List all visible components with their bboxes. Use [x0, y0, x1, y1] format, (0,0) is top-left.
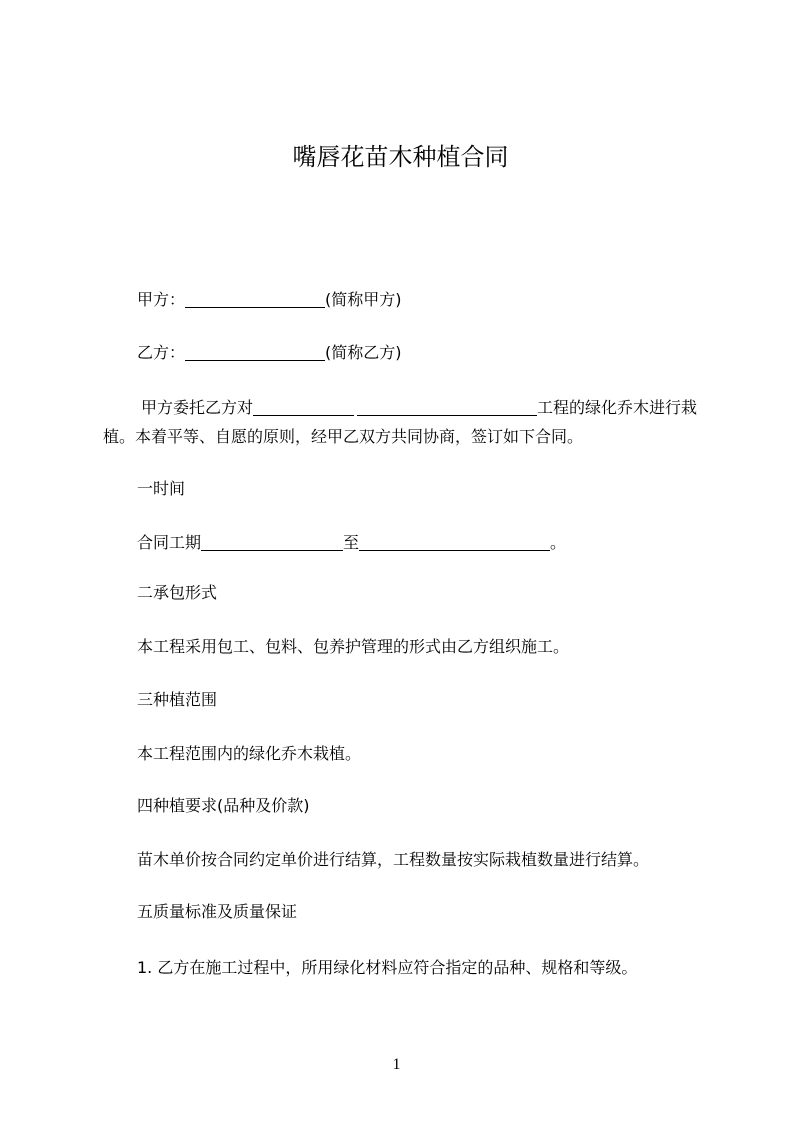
- term-to: 至: [343, 533, 360, 552]
- section-2-heading: 二承包形式: [137, 583, 218, 602]
- party-b-label: 乙方：: [137, 343, 186, 362]
- section-4-heading: 四种植要求(品种及价款): [137, 796, 310, 815]
- party-b-line: [137, 343, 402, 363]
- intro-prefix: 甲方委托乙方对: [141, 398, 254, 417]
- section-5-item: 1. 乙方在施工过程中，所用绿化材料应符合指定的品种、规格和等级。: [137, 958, 638, 977]
- section-2-body: 本工程采用包工、包料、包养护管理的形式由乙方组织施工。: [137, 637, 570, 656]
- intro-paragraph-line-1: [141, 398, 697, 418]
- party-b-name-blank: [185, 344, 325, 361]
- intro-paragraph-line-2: 植。本着平等、自愿的原则，经甲乙双方共同协商，签订如下合同。: [103, 427, 584, 446]
- party-a-label: 甲方：: [137, 290, 186, 309]
- section-1-heading: 一时间: [137, 479, 186, 498]
- section-3-body: 本工程范围内的绿化乔木栽植。: [137, 744, 362, 763]
- section-3-heading: 三种植范围: [137, 690, 218, 709]
- party-a-line: [137, 290, 402, 310]
- term-end-blank: [359, 534, 550, 551]
- section-4-body: 苗木单价按合同约定单价进行结算，工程数量按实际栽植数量进行结算。: [137, 850, 650, 869]
- project-name-blank: [253, 399, 354, 416]
- term-label: 合同工期: [137, 533, 202, 552]
- intro-line-1-suffix: 工程的绿化乔木进行栽: [537, 398, 698, 417]
- party-b-suffix: (简称乙方): [325, 343, 402, 362]
- page-number: 1: [392, 1056, 401, 1073]
- term-start-blank: [201, 534, 343, 551]
- party-a-suffix: (简称甲方): [325, 290, 402, 309]
- contract-term-line: [137, 533, 566, 553]
- project-name-blank-2: [357, 399, 537, 416]
- party-a-name-blank: [185, 291, 325, 308]
- term-end-mark: 。: [550, 533, 567, 552]
- contract-title: 嘴唇花苗木种植合同: [292, 143, 509, 171]
- section-5-heading: 五质量标准及质量保证: [137, 902, 298, 921]
